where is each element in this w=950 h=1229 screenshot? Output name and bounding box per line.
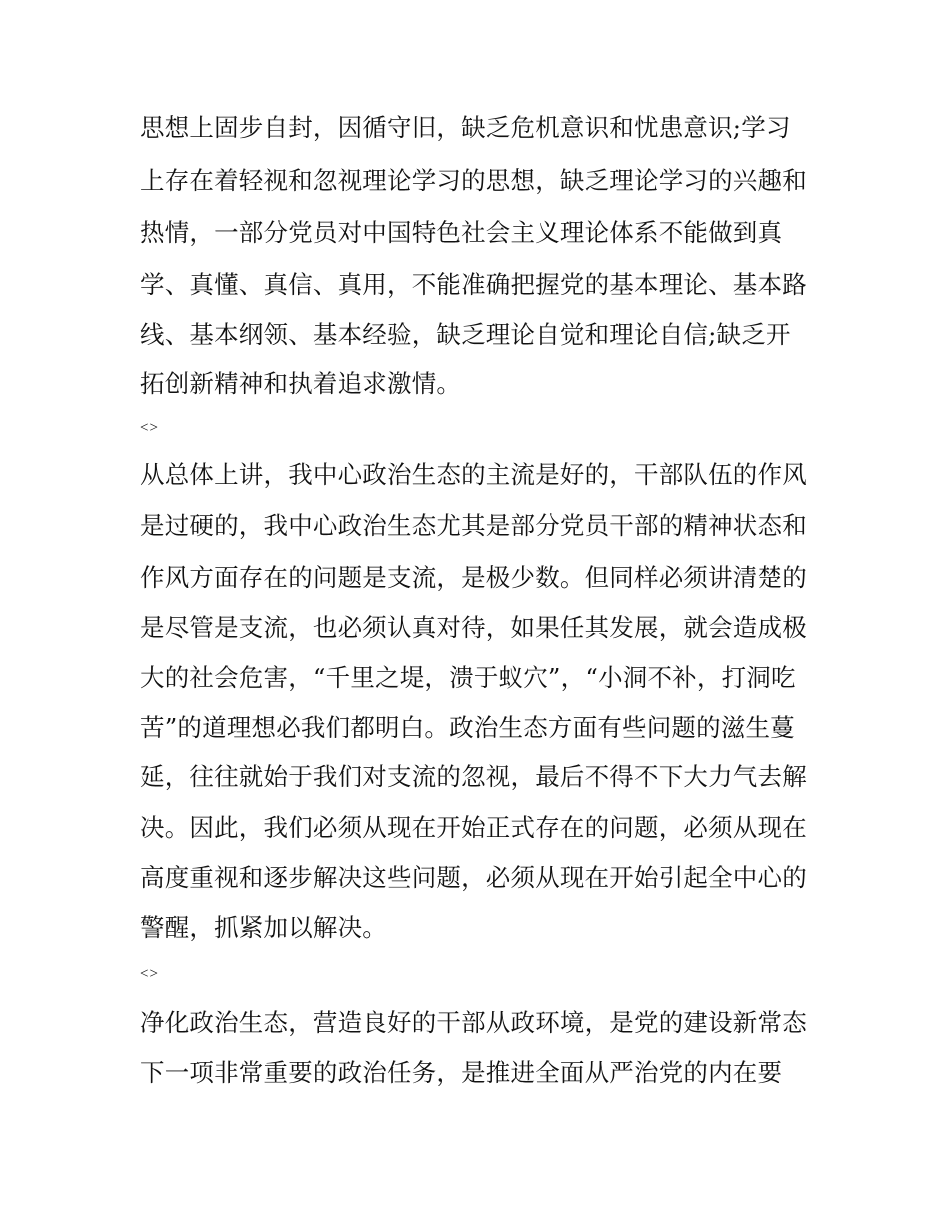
text-line: 警醒，抓紧加以解决。 [140, 913, 387, 942]
text-line: 大的社会危害，“千里之堤，溃于蚁穴”，“小洞不补，打洞吃 [140, 663, 796, 692]
text-line: 延，往往就始于我们对支流的忽视，最后不得不下大力气去解 [140, 762, 807, 791]
text-line: 从总体上讲，我中心政治生态的主流是好的，干部队伍的作风 [140, 460, 807, 489]
text-line: 学、真懂、真信、真用，不能准确把握党的基本理论、基本路 [140, 270, 807, 299]
text-line: 上存在着轻视和忽视理论学习的思想，缺乏理论学习的兴趣和 [140, 166, 807, 195]
text-line: 是尽管是支流，也必须认真对待，如果任其发展，就会造成极 [140, 613, 807, 642]
text-line: 拓创新精神和执着追求激情。 [140, 369, 462, 398]
section-marker: <> [140, 966, 159, 982]
section-marker: <> [140, 420, 159, 436]
text-line: 热情，一部分党员对中国特色社会主义理论体系不能做到真 [140, 218, 783, 247]
text-line: 净化政治生态，营造良好的干部从政环境，是党的建设新常态 [140, 1008, 807, 1037]
text-line: 下一项非常重要的政治任务，是推进全面从严治党的内在要 [140, 1058, 783, 1087]
text-line: 思想上固步自封，因循守旧，缺乏危机意识和忧患意识;学习 [140, 113, 791, 142]
text-line: 是过硬的，我中心政治生态尤其是部分党员干部的精神状态和 [140, 511, 807, 540]
text-line: 决。因此，我们必须从现在开始正式存在的问题，必须从现在 [140, 813, 807, 842]
text-line: 高度重视和逐步解决这些问题，必须从现在开始引起全中心的 [140, 863, 807, 892]
text-line: 苦”的道理想必我们都明白。政治生态方面有些问题的滋生蔓 [140, 713, 795, 742]
text-line: 线、基本纲领、基本经验，缺乏理论自觉和理论自信;缺乏开 [140, 320, 791, 349]
text-line: 作风方面存在的问题是支流，是极少数。但同样必须讲清楚的 [140, 563, 807, 592]
